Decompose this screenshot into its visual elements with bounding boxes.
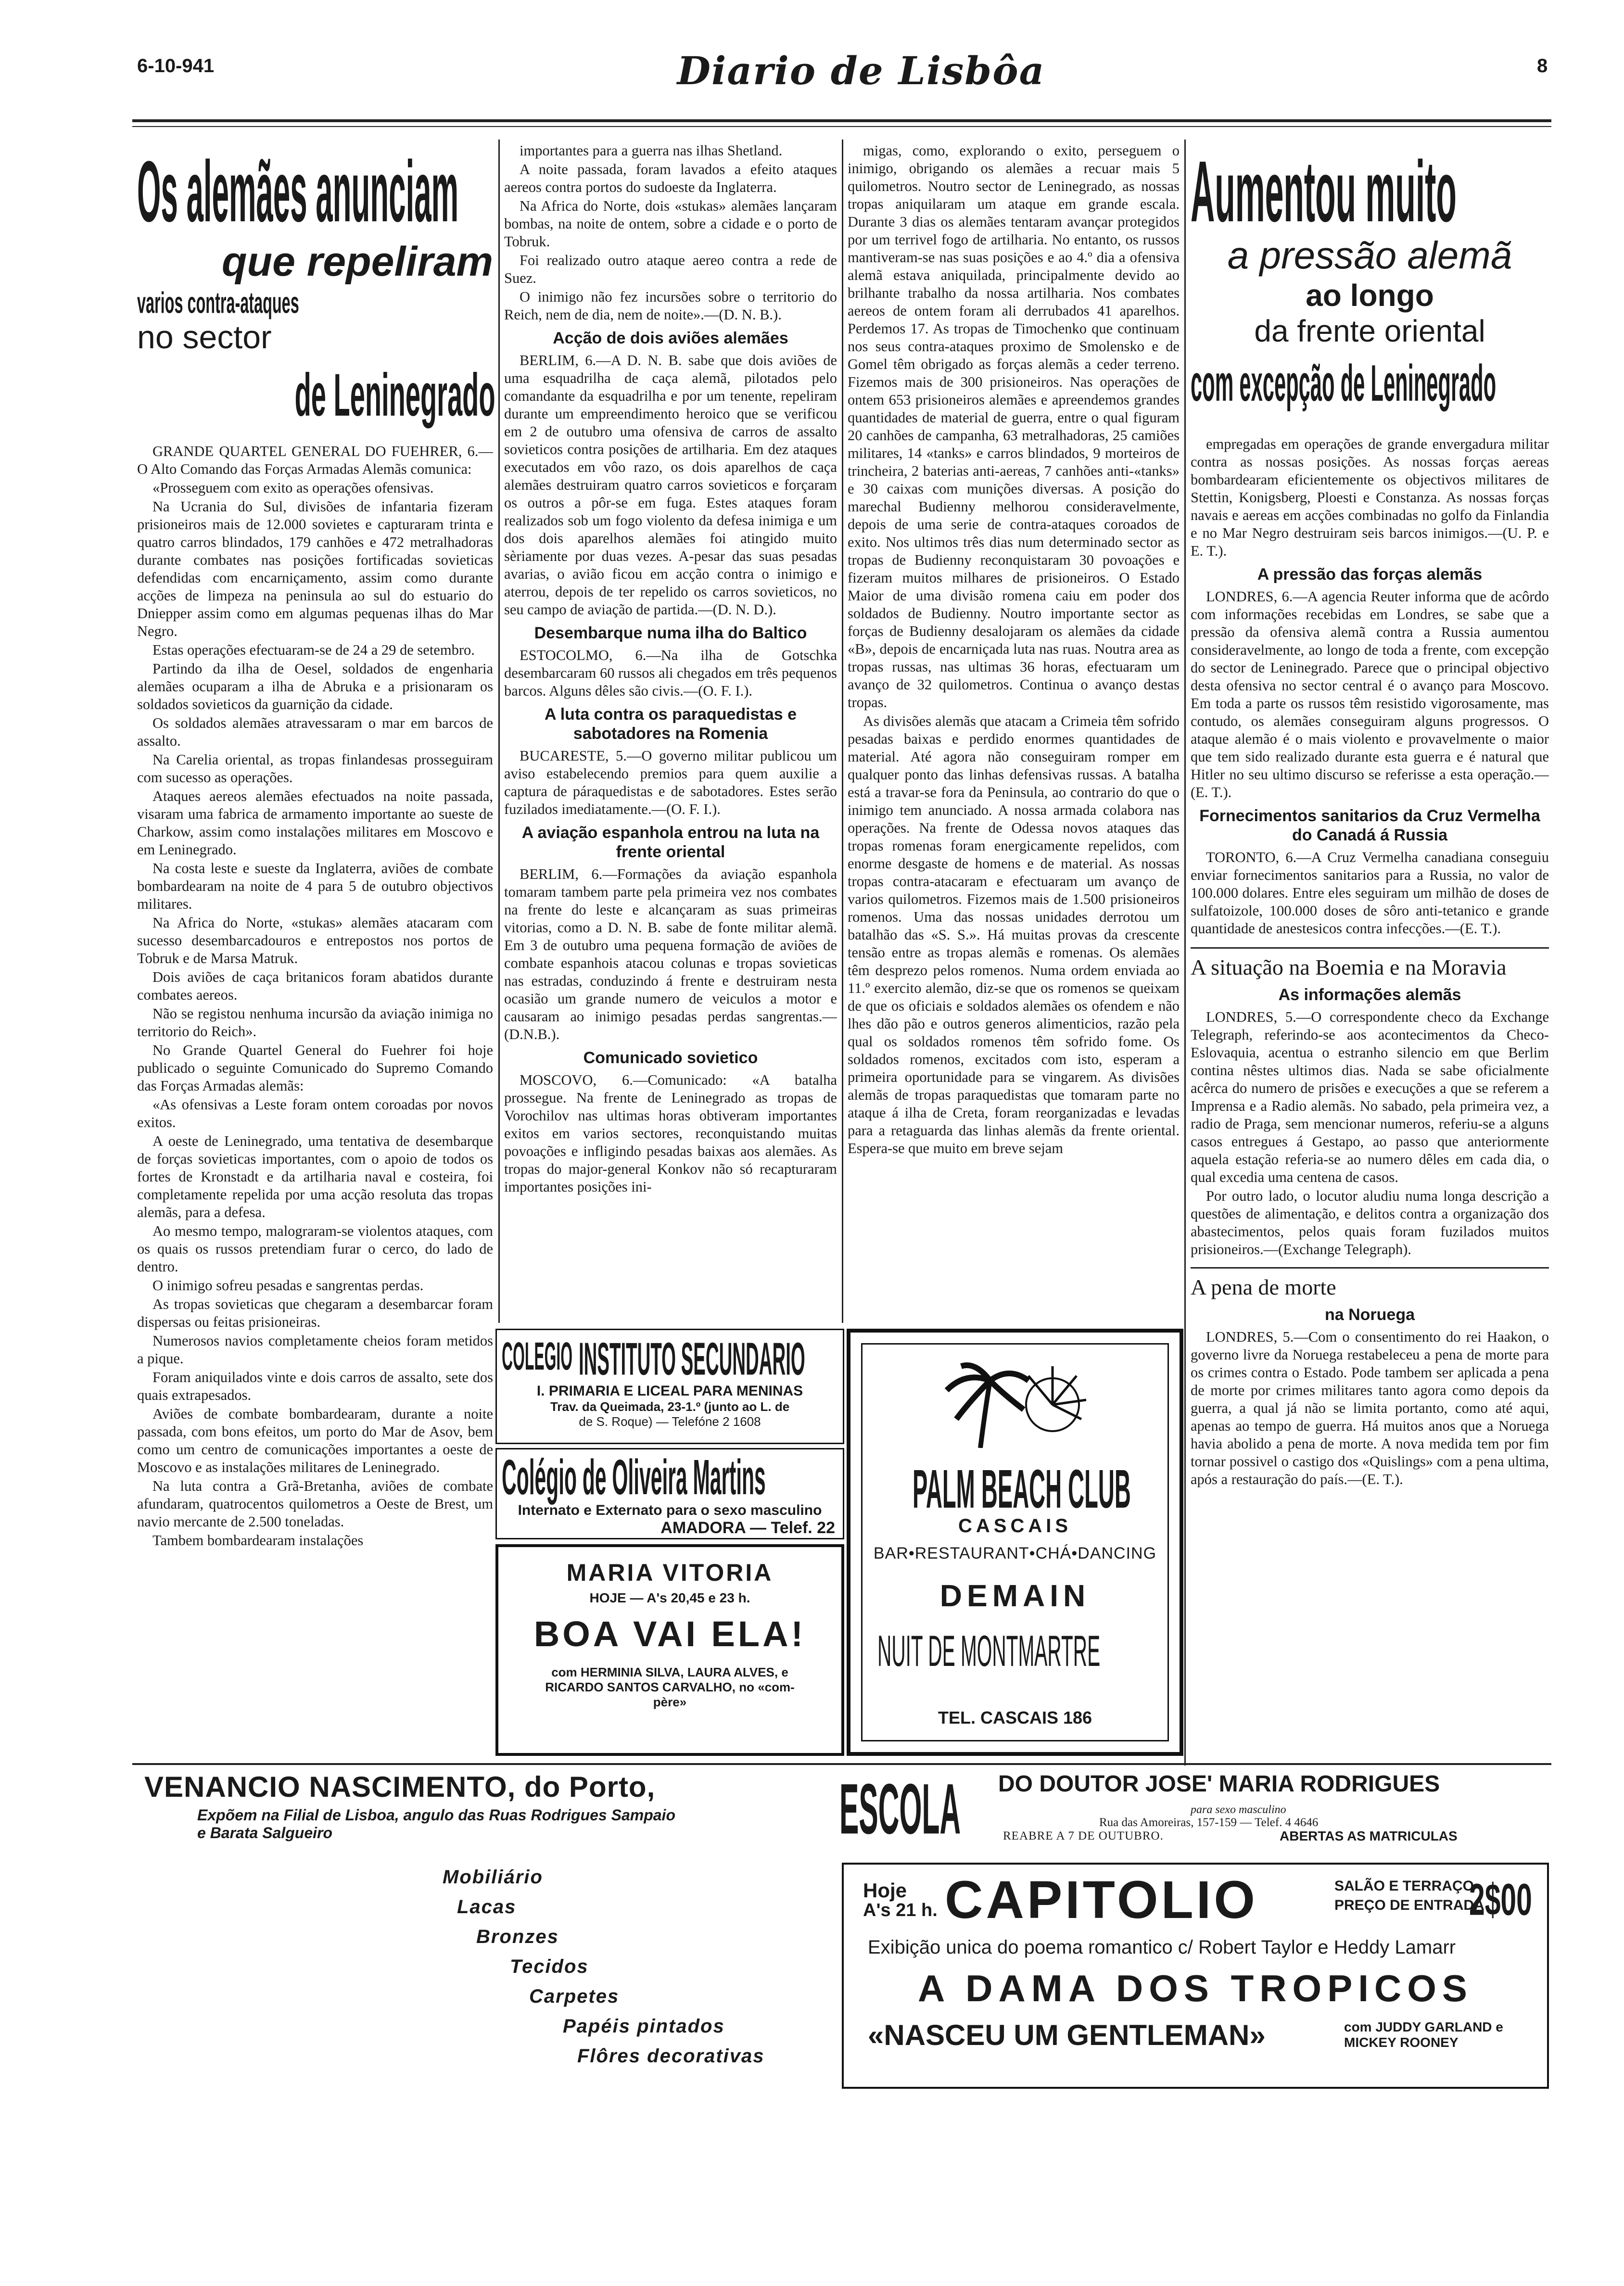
paragraph: Não se registou nenhuma incursão da aviação inimiga no territorio do Reich». [137, 1005, 493, 1040]
section-bohemia-title: A situação na Boemia e na Moravia [1191, 947, 1549, 980]
section-baltic-title: Desembarque numa ilha do Baltico [534, 624, 807, 642]
article2-headline-line3: ao longo [1306, 278, 1434, 313]
ad-escola-line1: para sexo masculino [1191, 1803, 1286, 1816]
paragraph: «Prosseguem com exito as operações ofensivas. [152, 480, 434, 496]
article1-headline-line1: Os alemães anunciam [137, 143, 459, 240]
paragraph: Dois aviões de caça britanicos foram abatidos durante combates aereos. [137, 969, 493, 1003]
ad-instituto-secundario [495, 1329, 844, 1444]
paragraph: Estas operações efectuaram-se de 24 a 29 de setembro. [152, 642, 475, 658]
paragraph: empregadas em operações de grande envergadura militar contra as nossas posições. As nossas forças aereas bombardearam eficientemente os objectivos militares de Stettin, Konigsberg, Ploesti e Constanza. As nossas forças navais e aereas em acções combinadas no golfo da Finlandia e no Mar Negro destruiram seis barcos inimigos.—(U. P. e E. T.). [1191, 436, 1549, 559]
ad-maria-title: MARIA VITORIA [566, 1559, 774, 1586]
ad-capitolio-salao: SALÃO E TERRAÇO [1334, 1878, 1474, 1894]
ad-escola [839, 1768, 1551, 1859]
ad-maria-show: BOA VAI ELA! [533, 1614, 806, 1654]
ad-capitolio-price-wrap: 2$00 [1469, 1875, 1532, 1925]
ad-escola-name: DO DOUTOR JOSE' MARIA RODRIGUES [998, 1771, 1440, 1797]
paragraph: GRANDE QUARTEL GENERAL DO FUEHRER, 6.—O Alto Comando das Forças Armadas Alemãs comunica: [137, 443, 493, 477]
ad-maria-cast2: RICARDO SANTOS CARVALHO, no «com- [545, 1680, 795, 1694]
article1-column3 [848, 142, 1180, 1321]
ad-palm-line3: NUIT DE MONTMARTRE [877, 1626, 1101, 1676]
section-death-subtitle: na Noruega [1324, 1306, 1415, 1324]
article2-headline-line5: com excepção de Leninegrado [1191, 355, 1497, 412]
ad-venancio-item: Tecidos [510, 1956, 589, 1977]
column-rule-3 [1184, 140, 1186, 1765]
section-romania-title: A luta contra os paraquedistas e sabotadores na Romenia [545, 705, 797, 743]
ad-palm-line2: DEMAIN [939, 1578, 1091, 1613]
paragraph: Foram aniquilados vinte e dois carros de assalto, sete dos quais extrapesados. [137, 1369, 493, 1403]
paragraph: Na Africa do Norte, dois «stukas» alemães lançaram bombas, na noite de ontem, sobre a cidade e o porto de Tobruk. [504, 198, 837, 250]
ad-instituto-line1: I. PRIMARIA E LICEAL PARA MENINAS [536, 1383, 803, 1399]
ad-capitolio-preco: PREÇO DE ENTRADA [1334, 1897, 1484, 1913]
column-rule-1 [498, 140, 500, 1323]
ad-palm-tel: TEL. CASCAIS 186 [938, 1708, 1092, 1727]
paragraph: Tambem bombardearam instalações [152, 1532, 364, 1549]
paragraph: Por outro lado, o locutor aludiu numa longa descrição a questões de alimentação, e delitos contra a organização dos abastecimentos, pelos quais foram fuzilados muitos prisioneiros.—(Exchange Telegraph). [1191, 1188, 1549, 1257]
ad-escola-line4: ABERTAS AS MATRICULAS [1280, 1829, 1458, 1843]
ad-escola-title-wrap: ESCOLA [839, 1769, 961, 1849]
paragraph: Numerosos navios completamente cheios foram metidos a pique. [137, 1333, 493, 1367]
article1-column1 [137, 443, 493, 1891]
ad-capitolio-film1: A DAMA DOS TROPICOS [918, 1967, 1473, 2009]
article2-headline [1191, 142, 1549, 412]
ad-venancio-item: Bronzes [476, 1926, 559, 1947]
article1-headline [137, 142, 495, 429]
paragraph: BERLIM, 6.—A D. N. B. sabe que dois aviões de uma esquadrilha de caça alemã, pilotados pelo comandante da esquadrilha e por um tenente, repeliram durante um empreendimento heroico que se verificou em 2 de outubro uma ofensiva de carros de assalto sovieticos contra posições de artilharia. Em dez ataques executados em vôo razo, os dois aparelhos de caça alemães destruiram quatro carros sovieticos e forçaram os outros a pôr-se em fuga. Estes ataques foram realizados sob um fogo violento da defesa inimiga e um dos dois aparelhos alemães foi atingido muito sèriamente por duas vezes. A-pesar das suas pesadas avarias, o avião ficou em acção contra o inimigo e aterrou, depois de ter repelido os carros sovieticos, no seu campo de aviação de partida.—(D. N. D.). [504, 352, 837, 618]
paragraph: Na luta contra a Grã-Bretanha, aviões de combate afundaram, quatrocentos quilometros a Oeste de Brest, um navio mercante de 2.500 toneladas. [137, 1478, 493, 1530]
ad-venancio-item: Lacas [457, 1896, 517, 1918]
ad-maria-vitoria [495, 1544, 844, 1756]
ad-capitolio-film2: «NASCEU UM GENTLEMAN» [868, 2019, 1266, 2051]
section-redcross-title: Fornecimentos sanitarios da Cruz Vermelha do Canadá á Russia [1199, 807, 1540, 844]
column-rule-2 [842, 140, 843, 1323]
paragraph: Na Africa do Norte, «stukas» alemães atacaram com sucesso desembarcadouros e entrepostos nos portos de Tobruk e de Marsa Matruk. [137, 914, 493, 966]
article1-headline-line5: de Leninegrado [294, 361, 495, 429]
masthead-title: Diario de Lisbôa [677, 48, 1045, 93]
section-death-title: A pena de morte [1191, 1267, 1549, 1300]
article2-headline-line1: Aumentou muito [1191, 143, 1457, 240]
article1-headline-line3: varios contra-ataques [137, 286, 299, 320]
ad-instituto-line2: Trav. da Queimada, 23-1.º (junto ao L. de [550, 1399, 790, 1414]
section-bohemia-subtitle: As informações alemãs [1278, 986, 1461, 1004]
header-rule-thin [132, 126, 1551, 127]
paragraph: Os soldados alemães atravessaram o mar em barcos de assalto. [137, 715, 493, 749]
ad-venancio-line1: Expõem na Filial de Lisboa, angulo das Ruas Rodrigues Sampaio [197, 1806, 675, 1824]
paragraph: O inimigo sofreu pesadas e sangrentas perdas. [152, 1277, 424, 1294]
paragraph: Na Carelia oriental, as tropas finlandesas prosseguiram com sucesso as operações. [137, 751, 493, 786]
ad-venancio-nascimento [144, 1770, 837, 2107]
ad-escola-line3: REABRE A 7 DE OUTUBRO. [1003, 1829, 1164, 1842]
article2-headline-line4: da frente oriental [1254, 314, 1485, 348]
paragraph: MOSCOVO, 6.—Comunicado: «A batalha prossegue. Na frente de Leninegrado as tropas de Vorochilov nas ultimas horas obtiveram importantes exitos em varios sectores, reconquistando muitas povoações e infligindo pesadas baixas aos alemães. As tropas do major-general Konkov não só recapturaram importantes posições ini- [504, 1072, 837, 1195]
page-number: 8 [1537, 55, 1548, 76]
article2-column [1191, 435, 1549, 1763]
ad-maria-time: HOJE — A's 20,45 e 23 h. [589, 1590, 750, 1605]
ad-capitolio-hoje: Hoje [863, 1879, 907, 1902]
ad-palm-title2: CASCAIS [958, 1515, 1072, 1537]
paragraph: BERLIM, 6.—Formações da aviação espanhola tomaram tambem parte pela primeira vez nos combates na frente do leste e alcançaram as suas primeiras vitorias, como a D. N. B. sabe de fonte militar alemã. Em 3 de outubro uma pequena formação de aviões de combate espanhois atacou colunas e tropas sovieticas nas estradas, conduzindo á frente e destruiram nesta ocasião um grande numero de veiculos a motor e causaram ao inimigo pesadas perdas sangrentas.—(D.N.B.). [504, 866, 837, 1042]
paragraph: A noite passada, foram lavados a efeito ataques aereos contra portos do sudoeste da Inglaterra. [504, 161, 837, 195]
paragraph: Na Ucrania do Sul, divisões de infantaria fizeram prisioneiros mais de 12.000 sovietes e capturaram trinta e quatro carros blindados, 179 canhões e 472 metralhadoras durante combates nas posições fortificadas sovieticas defendidas com encarniçamento, assim como durante acções de limpeza na peninsula ao sul do estuario do Dniepper assim como em algumas pequenas ilhas do Mar Negro. [137, 498, 493, 639]
ad-maria-cast3: père» [653, 1695, 687, 1709]
ad-capitolio-line1: Exibição unica do poema romantico c/ Robert Taylor e Heddy Lamarr [868, 1937, 1456, 1958]
ad-venancio-line2: e Barata Salgueiro [197, 1824, 332, 1842]
paragraph: LONDRES, 5.—Com o consentimento do rei Haakon, o governo livre da Noruega restabeleceu a pena de morte para os crimes contra o Estado. Pode tambem ser aplicada a pena de morte por crimes militares tanto agora como depois da guerra, a qual já não se limita portanto, como até aqui, apenas ao tempo de guerra. Há muitos anos que a Noruega havia abolido a pena de morte. A nova medida tem por fim tornar possivel o castigo dos «Quislings» com a pena ultima, após a restauração do país.—(E. T.). [1191, 1329, 1549, 1487]
ad-venancio-item: Mobiliário [443, 1867, 543, 1888]
section-soviet-title: Comunicado sovietico [583, 1049, 758, 1067]
paragraph: Partindo da ilha de Oesel, soldados de engenharia alemães ocuparam a ilha de Abruka e a prisionaram os soldados sovieticos da guarnição da cidade. [137, 660, 493, 712]
paragraph: A oeste de Leninegrado, uma tentativa de desembarque de forças sovieticas importantes, com o apoio de todos os fortes de Kronstadt e da artilharia naval e costeira, foi completamente repelida por uma acção resoluta das tropas alemãs, para a defesa. [137, 1133, 493, 1220]
ad-venancio-item: Flôres decorativas [577, 2045, 765, 2067]
ad-oliveira-heading: Colégio de Oliveira Martins [502, 1450, 766, 1506]
ad-palm-line1: BAR•RESTAURANT•CHÁ•DANCING [873, 1544, 1157, 1562]
paragraph: migas, como, explorando o exito, perseguem o inimigo, obrigando os alemães a recuar mais 5 quilometros. Noutro sector de Leninegrado, as nossas tropas aniquilaram um ataque em grande escala. Durante 3 dias os alemães tentaram avançar protegidos por um terrivel fogo de artilharia. No entanto, os russos mantiveram-se nas suas posições e ao 4.º dia a ofensiva alemã estava aniquilada, principalmente devido ao brilhante trabalho da nossa artilharia. Nos combates aereos de ontem foram ali derrubados 41 aparelhos. Perdemos 17. As tropas de Timochenko que continuam nos seus contra-ataques proximo de Smolensko e de Gomel têm obrigado as forças alemãs a ceder terreno. Fizemos mais de 300 prisioneiros. Nas operações de ontem 653 prisioneiros alemães e apreendemos grandes quantidades de material de guerra, entre o qual figuram 20 canhões de campanha, 63 metralhadoras, 25 camiões militares, 14 «tanks» e carros blindados, 9 morteiros de trincheira, 2 baterias anti-aereas, 7 canhões anti-«tanks» e 30 caixas com munições diversas. A posição do marechal Budienny melhorou consideravelmente, depois de uma serie de contra-ataques coroados de exito. Nos ultimos três dias num determinado sector as tropas de Budienny reconquistaram 30 povoações e fizeram muitos milhares de prisioneiros. O Estado Maior de uma divisão romena caiu em poder dos soldados de Budienny. Noutro importante sector as forças de Budienny desalojaram os alemães da cidade «B», depois de encarniçada luta nas ruas. Noutra area as tropas russas, nas ultimas 36 horas, efectuaram um avanço de 32 quilometros. Continua o avanço destas tropas. [848, 142, 1180, 711]
paragraph: Foi realizado outro ataque aereo contra a rede de Suez. [504, 252, 837, 286]
article1-column2 [504, 142, 837, 1321]
ad-maria-cast1: com HERMINIA SILVA, LAURA ALVES, e [551, 1665, 788, 1679]
section-pressure-title: A pressão das forças alemãs [1257, 565, 1483, 584]
section-spanish-title: A aviação espanhola entrou na luta na frente oriental [521, 824, 820, 861]
paragraph: ESTOCOLMO, 6.—Na ilha de Gotschka desembarcaram 60 russos ali chegados em três pequenos barcos. Alguns dêles são civis.—(O. F. I.). [504, 647, 837, 699]
ads-rule [132, 1763, 1551, 1765]
palm-tree-icon [913, 1352, 1105, 1448]
page-date: 6-10-941 [137, 55, 215, 76]
ad-capitolio-hora: A's 21 h. [863, 1900, 938, 1920]
header-rule [132, 119, 1551, 122]
ad-palm-title1: PALM BEACH CLUB [912, 1458, 1131, 1520]
section-two-planes-title: Acção de dois aviões alemães [553, 329, 788, 347]
paragraph: Aviões de combate bombardearam, durante a noite passada, com bons efeitos, um porto do Mar de Asov, bem como um centro de comunicações importantes a oeste de Moscovo e as instalações militares de Leninegrado. [137, 1406, 493, 1475]
paragraph: Ao mesmo tempo, malograram-se violentos ataques, com os quais os russos pretendiam furar o cerco, do lado de dentro. [137, 1223, 493, 1275]
ad-instituto-heading [497, 1330, 843, 1383]
ad-oliveira-line1: Internato e Externato para o sexo masculino [518, 1502, 822, 1518]
paragraph: As tropas sovieticas que chegaram a desembarcar foram dispersas ou feitas prisioneiras. [137, 1296, 493, 1330]
ad-oliveira-line2: AMADORA — Telef. 22 [660, 1519, 835, 1537]
article1-headline-line2: que repeliram [222, 239, 493, 285]
ad-venancio-title: VENANCIO NASCIMENTO, do Porto, [144, 1771, 656, 1803]
paragraph: LONDRES, 5.—O correspondente checo da Exchange Telegraph, referindo-se aos acontecimentos da Checo-Eslovaquia, acentua o estranho silencio em que Berlim contina nêstes ultimos dias. Nada se sabe oficialmente acêrca do numero de prisões e execuções a que se referem a Imprensa e a Radio alemãs. No sabado, pela primeira vez, a radio de Praga, sem mencionar numeros, referiu-se a alguns casos entregues á Gestapo, ao passo que anteriormente aquela estação referia-se ao numero dêles em cada dia, o qual excedia uma centena de casos. [1191, 1009, 1549, 1185]
ad-capitolio-title: CAPITOLIO [945, 1870, 1258, 1930]
ad-venancio-item: Carpetes [529, 1986, 620, 2007]
ad-palm-beach-club [847, 1329, 1183, 1756]
paragraph: importantes para a guerra nas ilhas Shetland. [520, 142, 783, 159]
article2-headline-line2: a pressão alemã [1227, 234, 1512, 277]
paragraph: BUCARESTE, 5.—O governo militar publicou um aviso estabelecendo premios para quem auxilie a captura de páraquedistas e de sabotadores. Estes serão fuzilados imediatamente.—(O. F. I.). [504, 748, 837, 817]
paragraph: LONDRES, 6.—A agencia Reuter informa que de acôrdo com informações recebidas em Londres, se sabe que a pressão da ofensiva alemã contra a Russia aumentou consideravelmente, ao longo de toda a frente, com excepção do sector de Leninegrado. Parece que o principal objectivo desta ofensiva no sector central é o avanço para Moscovo. Em toda a parte os russos têm resistido vigorosamente, mas contudo, os alemães conseguiram alguns progressos. O ataque alemão é o mais violento e provavelmente o maior que tem sido realizado durante esta guerra e é natural que Hitler no seu ultimo discurso se referisse a esta operação.—(E. T.). [1191, 588, 1549, 800]
ad-instituto-name: INSTITUTO SECUNDARIO [579, 1333, 805, 1385]
paragraph: TORONTO, 6.—A Cruz Vermelha canadiana conseguiu enviar fornecimentos sanitarios para a Russia, no valor de 100.000 dolares. Entre eles seguiram um milhão de doses de sulfatoizole, 100.000 doses de sôro anti-tetanico e grande quantidade de anestesicos contra infecções.—(E. T.). [1191, 849, 1549, 937]
ad-venancio-item: Papéis pintados [563, 2016, 725, 2037]
paragraph: No Grande Quartel General do Fuehrer foi hoje publicado o seguinte Comunicado do Supremo Comando das Forças Armadas alemãs: [137, 1042, 493, 1094]
ad-instituto-colegio: COLEGIO [502, 1334, 573, 1379]
paragraph: «As ofensivas a Leste foram ontem coroadas por novos exitos. [137, 1096, 493, 1130]
paragraph: O inimigo não fez incursões sobre o territorio do Reich, nem de dia, nem de noite».—(D. N. B.). [504, 289, 837, 323]
paragraph: Na costa leste e sueste da Inglaterra, aviões de combate bombardearam na noite de 4 para 5 de outubro objectivos militares. [137, 860, 493, 912]
paragraph: As divisões alemãs que atacam a Crimeia têm sofrido pesadas baixas e perdido enormes quantidades de material. Até agora não conseguiram romper em qualquer ponto das linhas defensivas russas. A batalha está a travar-se fora da Peninsula, ao contrario do que o inimigo tem anunciado. A nossa armada colabora nas operações. Na frente de Odessa novos ataques das tropas romenas foram energicamente repelidos, com enorme desgaste de homens e de material. As nossas tropas contra-atacaram e efectuaram um avanço de varios quilometros. Fizemos mais de 1.500 prisioneiros romenos. Uma das nossas unidades derrotou um batalhão das «S. S.». Há muitas provas da crescente tensão entre as tropas alemãs e romenas. Os alemães têm desprezo pelos romenos. Numa ordem enviada ao 11.º exercito alemão, diz-se que os romenos se queixam de que os oficiais e soldados alemães os ofendem e não lhes dão pão e outros generos alimenticios, razão pela qual os soldados romenos têm sofrido fome. Os soldados romenos, excitados com isto, esperam a primeira oportunidade para se vingarem. As divisões alemãs de tropas paraquedistas que tomaram parte no ataque á ilha de Creta, foram reorganizadas e levadas para a retaguarda das linhas alemãs da frente oriental. Espera-se que muito em breve sejam [848, 713, 1180, 1156]
ad-capitolio [842, 1863, 1549, 2089]
ad-instituto-line3: de S. Roque) — Telefóne 2 1608 [579, 1414, 761, 1429]
ad-escola-line2: Rua das Amoreiras, 157-159 — Telef. 4 4646 [1099, 1816, 1319, 1829]
article1-headline-line4: no sector [137, 319, 272, 356]
paragraph: Ataques aereos alemães efectuados na noite passada, visaram uma fabrica de armamento importante ao sueste de Charkow, assim como instalações militares em Moscovo e em Leninegrado. [137, 788, 493, 858]
ad-colegio-oliveira-martins [495, 1448, 844, 1539]
ad-capitolio-cast: com JUDDY GARLAND e MICKEY ROONEY [1344, 2019, 1503, 2050]
